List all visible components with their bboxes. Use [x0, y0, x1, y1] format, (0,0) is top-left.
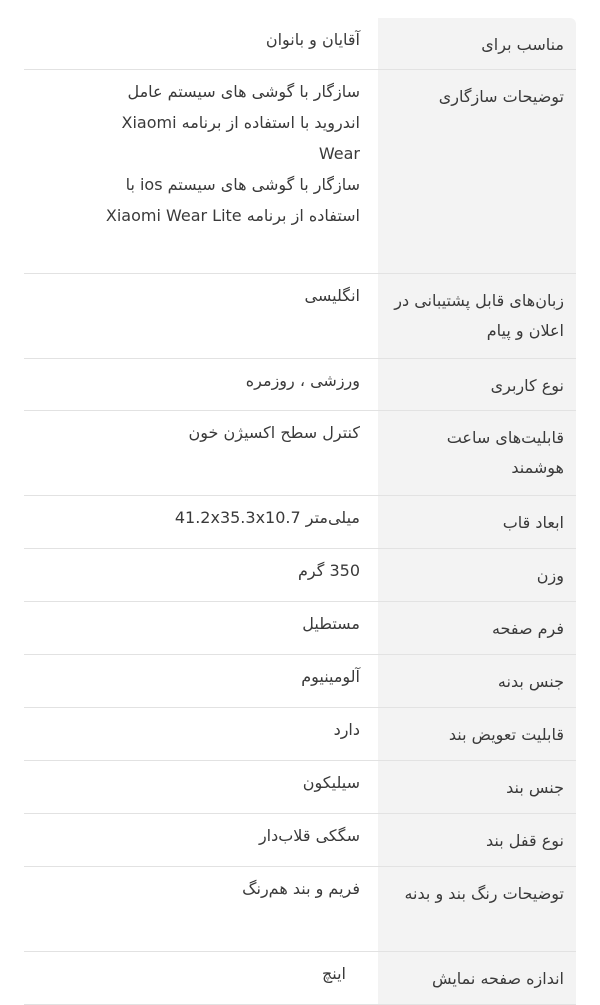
spec-value-line: ورزشی ، روزمره — [245, 371, 360, 390]
spec-value-line: سیلیکون — [302, 773, 360, 792]
specifications-table — [24, 18, 576, 1005]
spec-label: توضیحات سازگاری — [378, 70, 576, 273]
spec-label: توضیحات رنگ بند و بدنه — [378, 867, 576, 951]
spec-value-line: فریم و بند هم‌رنگ — [242, 879, 360, 898]
spec-label: نوع قفل بند — [378, 814, 576, 866]
spec-label: نوع کاربری — [378, 359, 576, 410]
spec-label: ابعاد قاب — [378, 496, 576, 548]
spec-value — [24, 359, 378, 410]
spec-label: قابلیت تعویض بند — [378, 708, 576, 760]
spec-value — [24, 867, 378, 951]
spec-row-clasp-type — [24, 814, 576, 867]
spec-value — [24, 18, 378, 69]
spec-row-band-material — [24, 761, 576, 814]
spec-value — [24, 411, 378, 495]
spec-value-line: سازگار با گوشی های سیستم ios با — [125, 175, 360, 194]
spec-row-color-description — [24, 867, 576, 952]
spec-row-band-replaceable — [24, 708, 576, 761]
spec-value-line: سازگار با گوشی های سیستم عامل — [127, 82, 360, 101]
spec-label: اندازه صفحه نمایش — [378, 952, 576, 1004]
spec-row-screen-size — [24, 952, 576, 1005]
spec-label: وزن — [378, 549, 576, 601]
spec-value — [24, 655, 378, 707]
spec-value-line: دارد — [333, 720, 360, 739]
spec-value — [24, 549, 378, 601]
spec-value-line: کنترل سطح اکسیژن خون — [188, 423, 360, 442]
spec-label: فرم صفحه — [378, 602, 576, 654]
spec-label: مناسب برای — [378, 18, 576, 69]
spec-label: قابلیت‌های ساعت هوشمند — [378, 411, 576, 495]
spec-value-line: میلی‌متر 41.2x35.3x10.7 — [174, 508, 360, 527]
spec-value — [24, 952, 378, 1004]
spec-row-compatibility — [24, 70, 576, 274]
spec-value-line: 350 گرم — [298, 561, 360, 580]
spec-value-line: آلومینیوم — [301, 667, 360, 686]
spec-row-weight — [24, 549, 576, 602]
spec-value — [24, 602, 378, 654]
spec-row-smartwatch-features — [24, 411, 576, 496]
spec-value — [24, 496, 378, 548]
spec-value — [24, 70, 378, 273]
spec-row-languages — [24, 274, 576, 359]
spec-value-line: Wear — [318, 144, 360, 163]
spec-value-line: سگکی قلاب‌دار — [258, 826, 360, 845]
spec-value-line: مستطیل — [302, 614, 360, 633]
spec-value-line: اندروید با استفاده از برنامه Xiaomi — [121, 113, 360, 132]
spec-value — [24, 761, 378, 813]
spec-row-case-dimensions — [24, 496, 576, 549]
spec-value-line: انگلیسی — [304, 286, 360, 305]
spec-row-suitable-for — [24, 18, 576, 70]
spec-value-line: استفاده از برنامه Xiaomi Wear Lite — [105, 206, 360, 225]
spec-label: جنس بدنه — [378, 655, 576, 707]
spec-value — [24, 274, 378, 358]
spec-value-line: اینچ — [321, 964, 346, 983]
spec-label: زبان‌های قابل پشتیبانی در اعلان و پیام — [378, 274, 576, 358]
spec-label: جنس بند — [378, 761, 576, 813]
spec-value — [24, 814, 378, 866]
spec-row-usage-type — [24, 359, 576, 411]
spec-value — [24, 708, 378, 760]
spec-value-line: آقایان و بانوان — [265, 30, 360, 49]
spec-row-screen-shape — [24, 602, 576, 655]
spec-row-body-material — [24, 655, 576, 708]
